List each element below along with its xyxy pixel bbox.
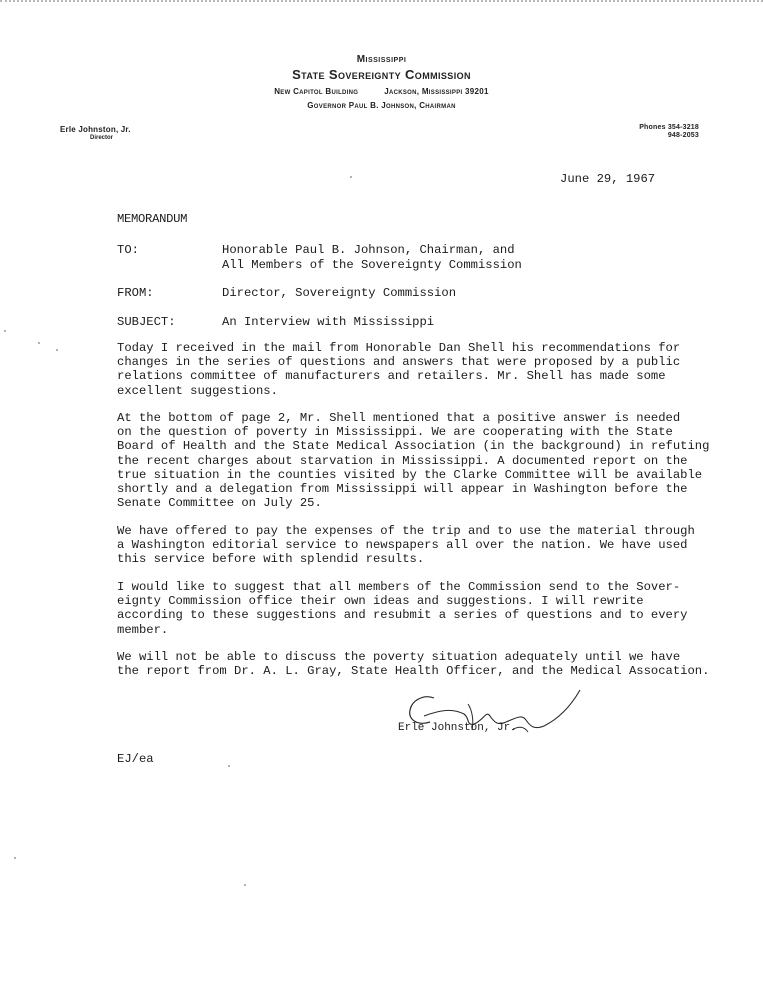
- letterhead-governor: Governor Paul B. Johnson, Chairman: [307, 101, 456, 110]
- body-line: Senate Committee on July 25.: [117, 496, 322, 511]
- body-line: the report from Dr. A. L. Gray, State Health Officer, and the Medical Assocation.: [117, 664, 710, 679]
- body-line: We have offered to pay the expenses of the trip and to use the material through: [117, 524, 695, 538]
- handwritten-signature: [394, 686, 594, 746]
- body-paragraph-3: [117, 524, 695, 567]
- scan-speck: [350, 176, 352, 178]
- subject-value: An Interview with Mississippi: [222, 315, 435, 329]
- body-line: shortly and a delegation from Mississippi will appear in Washington before the: [117, 482, 688, 497]
- director-title: Director: [90, 135, 114, 141]
- body-paragraph-1: [117, 341, 680, 398]
- body-paragraph-2: [117, 411, 709, 510]
- to-line-2: All Members of the Sovereignty Commission: [222, 258, 522, 272]
- typist-initials: EJ/ea: [117, 752, 154, 766]
- memo-heading: MEMORANDUM: [117, 212, 188, 226]
- letterhead-address: [0, 87, 763, 96]
- phones-block: [639, 124, 699, 139]
- body-line: Board of Health and the State Medical Association (in the background) in refuting: [117, 439, 710, 454]
- scan-speck: [4, 330, 6, 332]
- director-name: Erle Johnston, Jr.: [60, 125, 131, 134]
- body-line: relations committee of manufacturers and retailers. Mr. Shell has made some: [117, 369, 666, 384]
- body-line: I would like to suggest that all members of the Commission send to the Sover-: [117, 580, 681, 594]
- body-line: eignty Commission office their own ideas and suggestions. I will rewrite: [117, 594, 644, 609]
- scan-speck: [228, 765, 230, 767]
- letterhead-building: New Capitol Building: [274, 87, 359, 96]
- body-line: At the bottom of page 2, Mr. Shell mentioned that a positive answer is needed: [117, 411, 681, 425]
- body-line: changes in the series of questions and answers that were proposed by a public: [117, 355, 681, 370]
- body-line: a Washington editorial service to newspapers all over the nation. We have used: [117, 538, 688, 553]
- memo-date: June 29, 1967: [560, 172, 656, 186]
- to-value: [222, 243, 522, 273]
- from-label: FROM:: [117, 286, 154, 300]
- scan-speck: [38, 342, 40, 344]
- to-line-1: Honorable Paul B. Johnson, Chairman, and: [222, 243, 515, 257]
- to-label: TO:: [117, 243, 139, 257]
- subject-label: SUBJECT:: [117, 315, 176, 329]
- letterhead-state: Mississippi: [356, 54, 407, 65]
- scan-speck: [14, 857, 16, 859]
- director-block: [60, 125, 131, 141]
- body-line: this service before with splendid results.: [117, 552, 425, 567]
- scan-speck: [56, 349, 58, 351]
- phones-line-1: Phones 354-3218: [639, 124, 699, 131]
- body-line: member.: [117, 622, 169, 637]
- body-line: according to these suggestions and resubmit a series of questions and to every: [117, 608, 688, 623]
- body-line: the recent charges about starvation in Mississippi. A documented report on the: [117, 453, 688, 468]
- phones-line-2: 948-2053: [667, 132, 699, 139]
- body-paragraph-4: [117, 580, 687, 637]
- signature-typed-name: Erle Johnston, Jr.: [398, 722, 517, 734]
- from-value: Director, Sovereignty Commission: [222, 286, 457, 300]
- body-line: Today I received in the mail from Honorable Dan Shell his recommendations for: [117, 341, 681, 355]
- body-paragraph-5: [117, 650, 709, 678]
- body-line: true situation in the counties visited by the Clarke Committee will be available: [117, 467, 703, 482]
- letterhead-commission: State Sovereignty Commission: [292, 67, 471, 82]
- scan-speck: [244, 884, 246, 886]
- body-line: on the question of poverty in Mississippi. We are cooperating with the State: [117, 425, 673, 440]
- scan-edge: [0, 0, 763, 8]
- body-line: excellent suggestions.: [117, 383, 278, 398]
- letterhead-city: Jackson, Mississippi 39201: [384, 87, 489, 96]
- body-line: We will not be able to discuss the poverty situation adequately until we have: [117, 650, 681, 664]
